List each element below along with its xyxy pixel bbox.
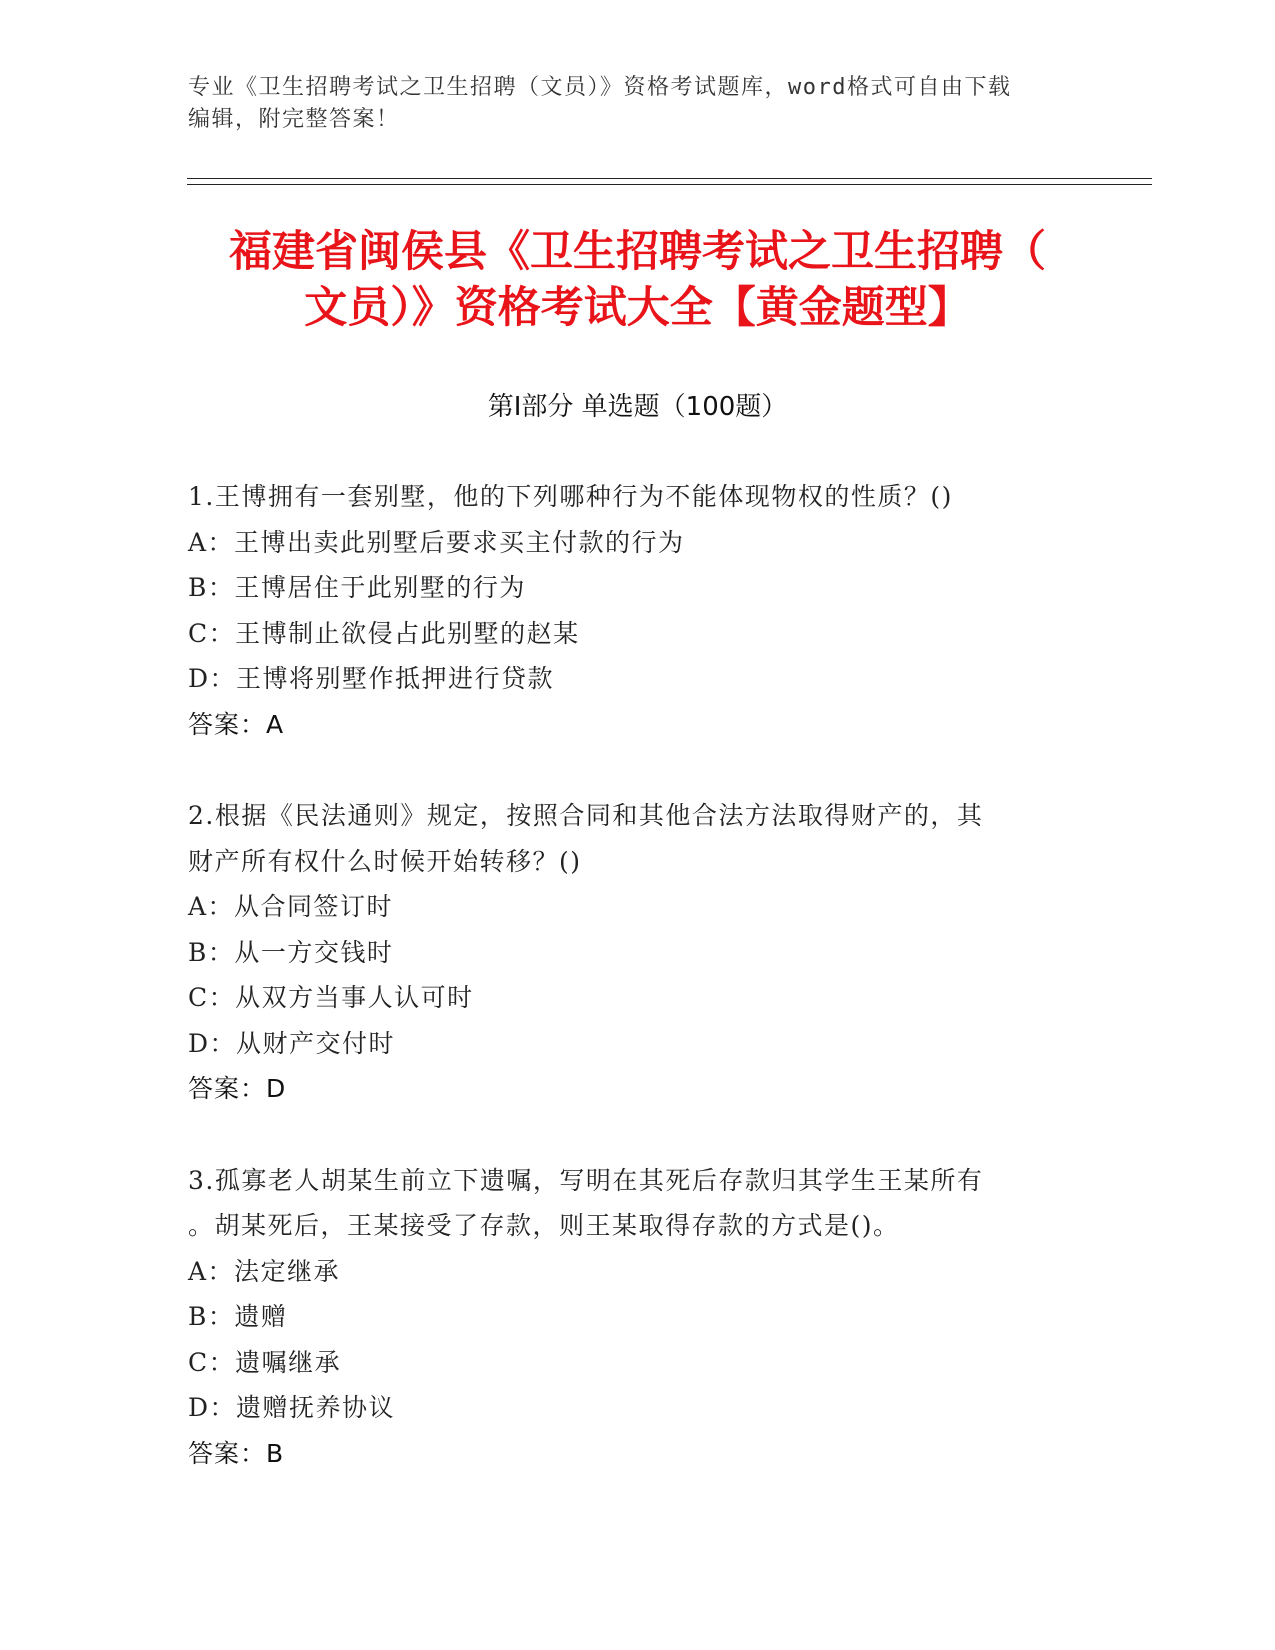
option-c: C：遗嘱继承 xyxy=(188,1347,342,1377)
option-a: A：王博出卖此别墅后要求买主付款的行为 xyxy=(188,527,685,557)
option-b: B：从一方交钱时 xyxy=(188,937,394,967)
option-a: A：法定继承 xyxy=(188,1256,341,1286)
option-d: D：遗赠抚养协议 xyxy=(188,1393,396,1422)
question-stem-line: 1.王博拥有一套别墅，他的下列哪种行为不能体现物权的性质？() xyxy=(188,482,953,511)
title-line-1: 福建省闽侯县《卫生招聘考试之卫生招聘（ xyxy=(229,227,1046,277)
question-stem-line: 财产所有权什么时候开始转移？() xyxy=(188,846,582,876)
question-stem-line: 2.根据《民法通则》规定，按照合同和其他合法方法取得财产的，其 xyxy=(188,801,984,830)
option-b: B：王博居住于此别墅的行为 xyxy=(188,573,526,602)
option-b: B：遗赠 xyxy=(188,1302,288,1331)
option-d: D：王博将别墅作抵押进行贷款 xyxy=(188,664,555,693)
page-title xyxy=(150,224,1125,336)
question-item xyxy=(188,474,1088,747)
question-item xyxy=(188,793,1088,1112)
header-line-2: 编辑，附完整答案！ xyxy=(188,107,400,132)
answer-label: 答案：D xyxy=(188,1074,287,1103)
option-c: C：从双方当事人认可时 xyxy=(188,983,474,1012)
question-stem-line: 3.孤寡老人胡某生前立下遗嘱，写明在其死后存款归其学生王某所有 xyxy=(188,1165,984,1195)
option-d: D：从财产交付时 xyxy=(188,1028,396,1058)
header-line-1: 专业《卫生招聘考试之卫生招聘（文员）》资格考试题库，word格式可自由下载 xyxy=(188,75,1012,100)
document-header xyxy=(188,72,1088,136)
option-a: A：从合同签订时 xyxy=(188,892,394,921)
answer-label: 答案：B xyxy=(188,1438,285,1468)
section-heading: 第Ⅰ部分 单选题（100题） xyxy=(487,392,788,422)
question-item xyxy=(188,1158,1088,1477)
header-rule-bottom xyxy=(187,184,1152,185)
answer-label: 答案：A xyxy=(188,709,285,739)
question-stem-line: 。胡某死后，王某接受了存款，则王某取得存款的方式是()。 xyxy=(188,1211,900,1240)
title-line-2: 文员）》资格考试大全【黄金题型】 xyxy=(304,283,971,333)
option-c: C：王博制止欲侵占此别墅的赵某 xyxy=(188,618,580,648)
question-list xyxy=(188,474,1088,1522)
header-rule-top xyxy=(187,178,1152,179)
